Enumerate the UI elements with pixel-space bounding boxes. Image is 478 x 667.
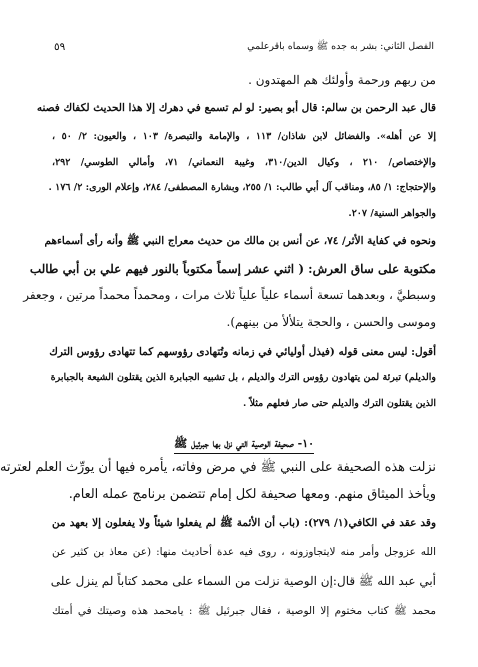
text-line-2: قال عبد الرحمن بن سالم: قال أبو بصير: لو لم تسمع في دهرك إلا هذا الحديث لكفاك فصنه bbox=[36, 102, 436, 114]
section-title-text: ١٠- صحيفة الوصية التي نزل بها جبرئيل ﷺ bbox=[174, 437, 314, 454]
page-header bbox=[54, 40, 434, 54]
text-line-1: من ربهم ورحمة وأولئك هم المهتدون . bbox=[248, 73, 436, 87]
text-line-19: محمد ﷺ كتاب مختوم إلا الوصية ، فقال جبرئيل ﷺ : يامحمد هذه وصيتك في أمتك bbox=[52, 605, 436, 617]
text-line-14: نزلت هذه الصحيفة على النبي ﷺ في مرض وفاته، يأمره فيها أن يورِّث العلم لعترته bbox=[0, 460, 436, 475]
text-line-12: والديلم) تبرئة لمن يتهادون رؤوس الترك والديلم ، بل تشبيه الجبابرة الذين يقتلون الشيعة بالجبابرة bbox=[50, 372, 436, 383]
text-line-16: وقد عقد في الكافي(١/ ٢٧٩): (باب أن الأئمة ﷺ لم يفعلوا شيئاً ولا يفعلون إلا بعهد من bbox=[52, 517, 437, 529]
text-line-15: ويأخذ الميثاق منهم. ومعها صحيفة لكل إمام تتضمن برنامج عمله العام. bbox=[68, 487, 436, 502]
section-heading bbox=[10, 432, 478, 453]
text-line-18: أبي عبد الله ﷺ قال:إن الوصية نزلت من السماء على محمد كتاباً لم ينزل على bbox=[50, 574, 436, 588]
text-line-13: الذين يقتلون الترك والديلم حتى صار فعلهم مثلاً . bbox=[242, 398, 436, 409]
text-line-3: إلا عن أهله». والفضائل لابن شاذان/ ١١٣ ، والإمامة والتبصرة/ ١٠٣ ، والعيون: ٢/ ٥٠ ، bbox=[52, 131, 436, 142]
text-line-9: وسبطيَّ ، وبعدهما تسعة أسماء علياً علياً ثلاث مرات ، ومحمداً محمداً مرتين ، وجعفر bbox=[23, 288, 436, 302]
text-line-11: أقول: ليس معنى قوله (فيذل أوليائي في زمانه وتُتهادى رؤوسهم كما تتهادى رؤوس الترك bbox=[49, 346, 436, 358]
text-line-6: والجواهر السنية/ ٢٠٧. bbox=[348, 208, 436, 219]
page-number: ٥٩ bbox=[54, 41, 66, 53]
text-line-4: والإختصاص/ ٢١٠ ، وكيال الدين/٣١٠، وغيبة النعماني/ ٧١، وأمالي الطوسي/ ٢٩٢، bbox=[52, 157, 436, 168]
text-line-5: والإحتجاج: ١/ ٨٥، ومناقب آل أبي طالب: ١/ ٢٥٥، وبشارة المصطفى/ ٢٨٤، وإعلام الورى: ٢/ ١٧٦ . bbox=[48, 182, 436, 193]
text-line-8: مكتوبة على ساق العرش: ( اثني عشر إسماً مكتوباً بالنور فيهم علي بن أبي طالب bbox=[29, 262, 436, 276]
text-line-17: الله عزوجل وأمر منه لايتجاوزونه ، روى فيه عدة أحاديث منها: (عن معاذ بن كثير عن bbox=[52, 546, 436, 558]
running-title: الفصل الثاني: بشر به جده ﷺ وسماه باقرعلمي bbox=[247, 41, 434, 52]
text-line-7: ونحوه في كفاية الأثر/ ٧٤، عن أنس بن مالك من حديث معراج النبي ﷺ وأنه رأى أسماءهم bbox=[44, 235, 436, 247]
text-line-10: وموسى والحسن ، والحجة يتلألأ من بينهم). bbox=[226, 315, 436, 329]
